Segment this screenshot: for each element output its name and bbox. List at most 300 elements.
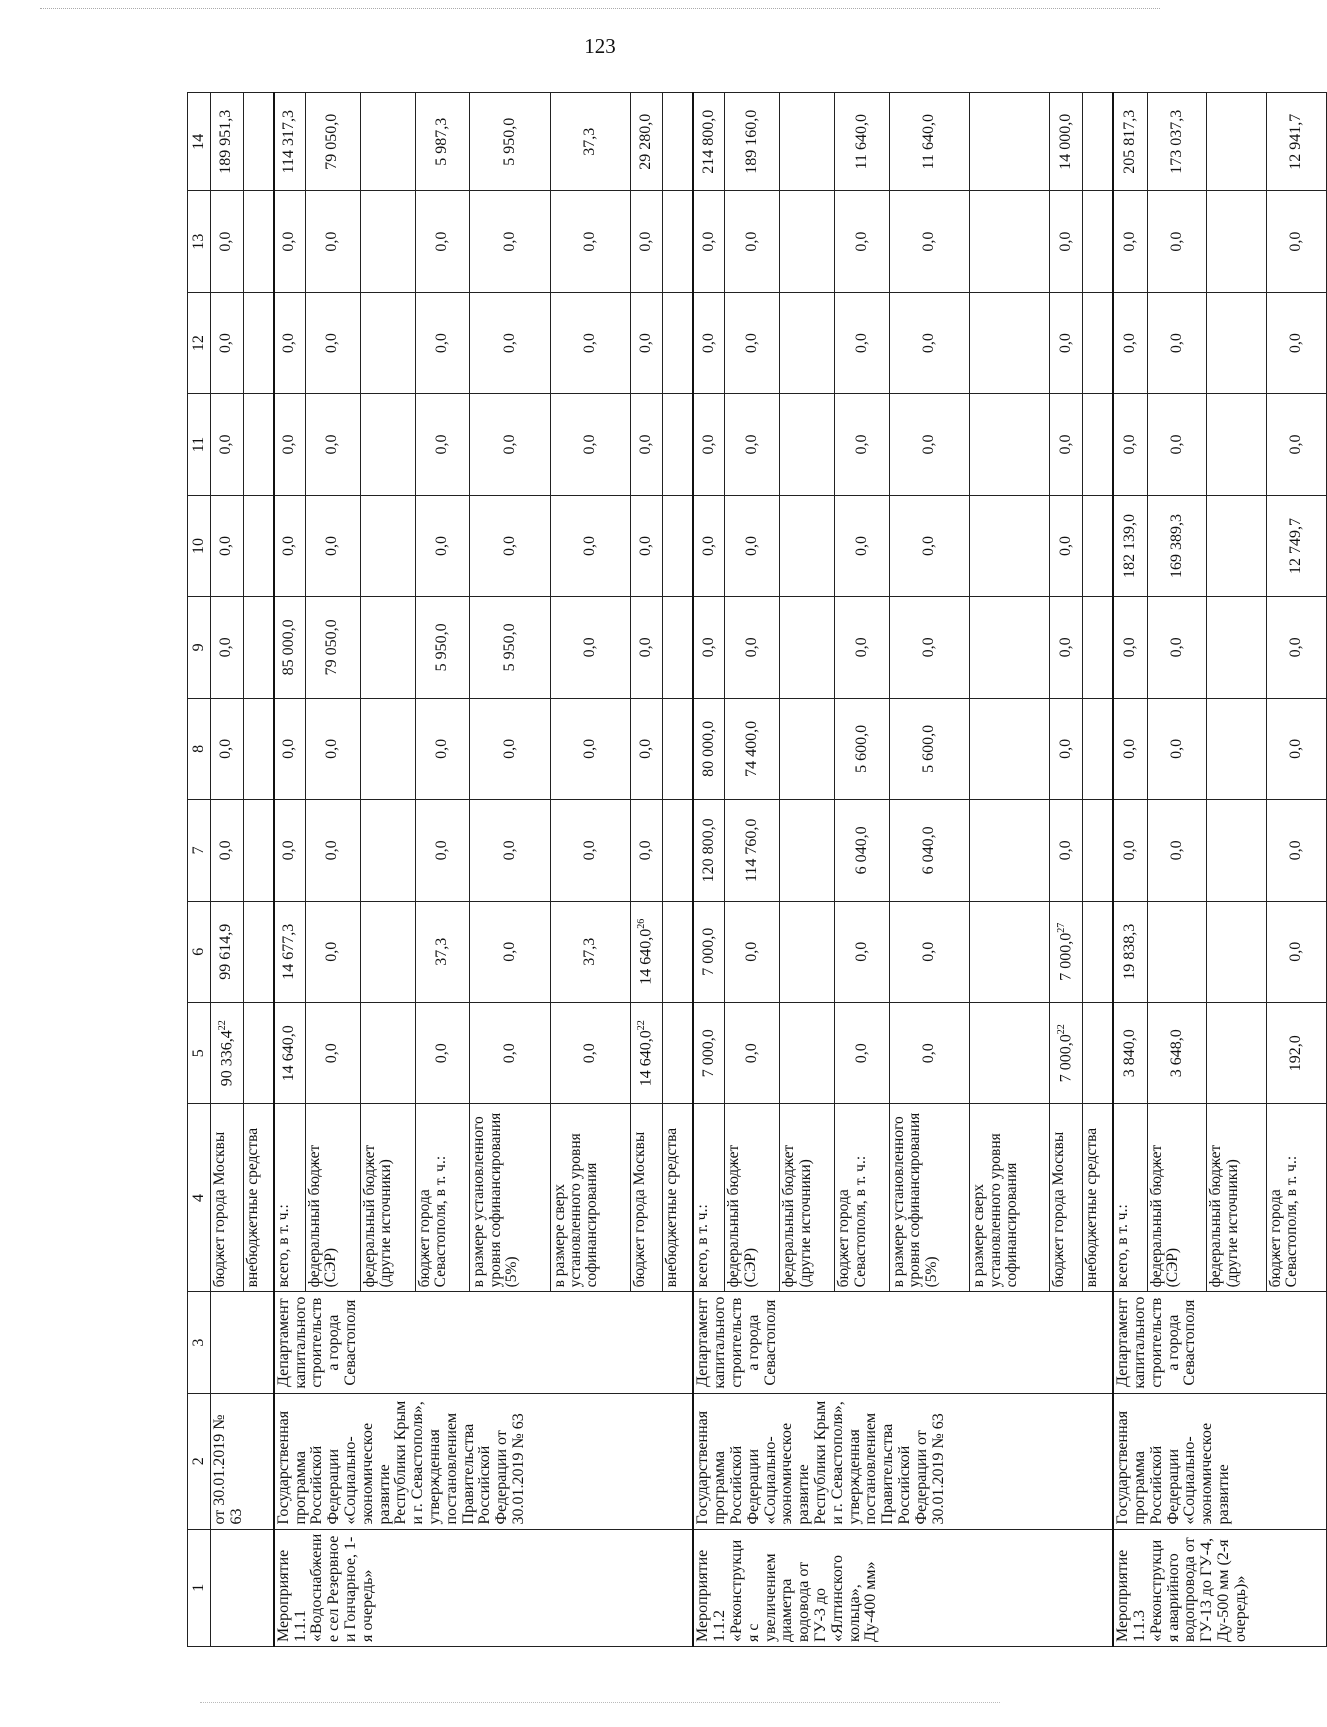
executor-cell-empty: [211, 1292, 274, 1393]
amount-c5: [1083, 1003, 1114, 1104]
amount-value: 0,0: [500, 231, 518, 252]
amount-c12: [305, 292, 360, 393]
amount-c12: [274, 292, 305, 393]
amount-value: 0,0: [742, 535, 760, 556]
amount-c8: [1207, 698, 1267, 799]
amount-c7: [470, 800, 550, 901]
amount-c9: [663, 597, 694, 698]
amount-c13: [663, 191, 694, 292]
amount-c13: [1050, 191, 1083, 292]
amount-c8: [360, 698, 415, 799]
amount-c14: [663, 93, 694, 191]
amount-c6: [890, 901, 970, 1002]
executor-cell: Департамент капитального строительства города Севастополя: [693, 1292, 1113, 1393]
amount-c11: [780, 394, 835, 495]
amount-c6: [630, 901, 663, 1002]
amount-c10: [630, 495, 663, 596]
amount-value: 90 336,4: [218, 1030, 236, 1087]
amount-c14: [470, 93, 550, 191]
amount-value: 11 640,0: [920, 113, 938, 170]
amount-value: 0,0: [852, 333, 870, 354]
amount-value: 7 000,0: [1057, 1034, 1075, 1083]
amount-c9: [835, 597, 890, 698]
amount-c9: [1083, 597, 1114, 698]
amount-value: 0,0: [280, 231, 298, 252]
amount-c8: [725, 698, 780, 799]
amount-value: 14 000,0: [1056, 113, 1074, 170]
amount-c5: [693, 1003, 724, 1104]
amount-value: 0,0: [217, 535, 235, 556]
amount-c13: [693, 191, 724, 292]
column-header-9: 9: [188, 597, 211, 698]
column-header-14: 14: [188, 93, 211, 191]
amount-value: 0,0: [637, 840, 655, 861]
amount-value: 0,0: [1167, 333, 1185, 354]
amount-c9: [274, 597, 305, 698]
amount-c9: [890, 597, 970, 698]
amount-value: 0,0: [1287, 840, 1305, 861]
table-row: [211, 93, 244, 1647]
amount-value: 14 640,0: [280, 1025, 298, 1082]
amount-c11: [274, 394, 305, 495]
amount-c11: [725, 394, 780, 495]
amount-c9: [693, 597, 724, 698]
amount-c11: [1147, 394, 1207, 495]
amount-value: 0,0: [1121, 840, 1139, 861]
footnote-marker: 27: [1056, 922, 1068, 933]
amount-value: 85 000,0: [280, 619, 298, 676]
amount-value: 214 800,0: [699, 109, 717, 174]
amount-value: 0,0: [217, 231, 235, 252]
amount-value: 0,0: [1056, 535, 1074, 556]
amount-value: 0,0: [580, 637, 598, 658]
amount-c10: [970, 495, 1050, 596]
funding-source: федеральный бюджет (СЭР): [725, 1104, 780, 1292]
amount-c10: [663, 495, 694, 596]
amount-value: 80 000,0: [699, 720, 717, 777]
amount-c14: [243, 93, 274, 191]
funding-source: всего, в т. ч.:: [274, 1104, 305, 1292]
amount-c13: [630, 191, 663, 292]
amount-value: 14 640,0: [637, 1030, 655, 1087]
amount-value: 3 840,0: [1121, 1029, 1139, 1078]
amount-c14: [211, 93, 244, 191]
amount-value: 0,0: [920, 637, 938, 658]
amount-c6: [663, 901, 694, 1002]
amount-c10: [1113, 495, 1147, 596]
amount-c6: [693, 901, 724, 1002]
amount-c14: [1083, 93, 1114, 191]
amount-value: 0,0: [1056, 231, 1074, 252]
amount-value: 79 050,0: [323, 113, 341, 170]
amount-c6: [1050, 901, 1083, 1002]
amount-value: 14 677,3: [280, 923, 298, 980]
amount-value: 0,0: [433, 840, 451, 861]
funding-source: федеральный бюджет (другие источники): [780, 1104, 835, 1292]
amount-c12: [415, 292, 470, 393]
amount-value: 0,0: [500, 1043, 518, 1064]
executor-cell: Департамент капитального строительства города Севастополя: [1113, 1292, 1326, 1393]
amount-c5: [1267, 1003, 1327, 1104]
amount-value: 0,0: [280, 840, 298, 861]
amount-value: 0,0: [217, 333, 235, 354]
amount-value: 0,0: [580, 1043, 598, 1064]
footnote-marker: 26: [636, 918, 648, 929]
funding-source: бюджет города Севастополя, в т. ч.:: [1267, 1104, 1327, 1292]
amount-c11: [693, 394, 724, 495]
amount-c13: [243, 191, 274, 292]
amount-value: 0,0: [280, 333, 298, 354]
amount-value: 0,0: [500, 535, 518, 556]
amount-value: 0,0: [580, 333, 598, 354]
funding-source: бюджет города Москвы: [630, 1104, 663, 1292]
amount-value: 5 950,0: [433, 623, 451, 672]
amount-c12: [663, 292, 694, 393]
amount-value: 0,0: [920, 231, 938, 252]
amount-value: 0,0: [920, 1043, 938, 1064]
amount-value: 0,0: [580, 840, 598, 861]
amount-c8: [1083, 698, 1114, 799]
amount-c11: [970, 394, 1050, 495]
amount-value: 0,0: [852, 434, 870, 455]
amount-c9: [360, 597, 415, 698]
rotated-table-wrapper: [187, 92, 1327, 1647]
amount-c8: [1050, 698, 1083, 799]
amount-c6: [360, 901, 415, 1002]
amount-c14: [1113, 93, 1147, 191]
amount-c10: [725, 495, 780, 596]
amount-value: 0,0: [1167, 434, 1185, 455]
amount-c13: [1267, 191, 1327, 292]
amount-c6: [415, 901, 470, 1002]
amount-c10: [1147, 495, 1207, 596]
amount-c6: [1147, 901, 1207, 1002]
funding-source: в размере установленного уровня софинансирования (5%): [470, 1104, 550, 1292]
amount-c6: [1267, 901, 1327, 1002]
amount-c14: [305, 93, 360, 191]
amount-c11: [360, 394, 415, 495]
amount-c7: [1207, 800, 1267, 901]
table-row: [693, 93, 724, 1647]
amount-c10: [835, 495, 890, 596]
amount-c11: [415, 394, 470, 495]
amount-c8: [630, 698, 663, 799]
amount-value: 7 000,0: [699, 927, 717, 976]
measure-name: Мероприятие 1.1.3 «Реконструкция аварийного водопровода от ГУ-13 до ГУ-4, Ду-500 мм (2-я очередь)»: [1113, 1529, 1326, 1646]
amount-value: 182 139,0: [1121, 513, 1139, 578]
amount-c7: [305, 800, 360, 901]
column-header-8: 8: [188, 698, 211, 799]
amount-c6: [835, 901, 890, 1002]
amount-value: 0,0: [500, 333, 518, 354]
amount-c9: [1050, 597, 1083, 698]
amount-c14: [693, 93, 724, 191]
amount-c12: [1113, 292, 1147, 393]
program-cell: от 30.01.2019 № 63: [211, 1393, 274, 1529]
column-header-10: 10: [188, 495, 211, 596]
amount-c13: [725, 191, 780, 292]
amount-c10: [305, 495, 360, 596]
amount-c5: [211, 1003, 244, 1104]
amount-value: 0,0: [852, 231, 870, 252]
amount-value: 0,0: [580, 231, 598, 252]
amount-value: 0,0: [1121, 637, 1139, 658]
amount-value: 0,0: [1287, 333, 1305, 354]
amount-c12: [630, 292, 663, 393]
amount-c10: [274, 495, 305, 596]
amount-value: 0,0: [1167, 637, 1185, 658]
amount-c8: [1147, 698, 1207, 799]
amount-c5: [360, 1003, 415, 1104]
amount-c5: [630, 1003, 663, 1104]
amount-c14: [970, 93, 1050, 191]
amount-c7: [970, 800, 1050, 901]
amount-value: 0,0: [1121, 231, 1139, 252]
funding-source: федеральный бюджет (другие источники): [360, 1104, 415, 1292]
amount-c14: [835, 93, 890, 191]
amount-value: 0,0: [433, 535, 451, 556]
amount-c9: [1267, 597, 1327, 698]
funding-source: федеральный бюджет (СЭР): [305, 1104, 360, 1292]
amount-c7: [663, 800, 694, 901]
amount-c13: [1147, 191, 1207, 292]
amount-value: 205 817,3: [1121, 109, 1139, 174]
amount-c10: [360, 495, 415, 596]
amount-value: 0,0: [699, 637, 717, 658]
amount-c5: [305, 1003, 360, 1104]
amount-c5: [1050, 1003, 1083, 1104]
amount-value: 0,0: [1287, 434, 1305, 455]
amount-value: 5 600,0: [852, 724, 870, 773]
amount-value: 0,0: [500, 434, 518, 455]
amount-value: 0,0: [217, 738, 235, 759]
column-header-5: 5: [188, 1003, 211, 1104]
amount-value: 74 400,0: [742, 720, 760, 777]
column-header-11: 11: [188, 394, 211, 495]
amount-c8: [550, 698, 630, 799]
funding-source: бюджет города Севастополя, в т. ч.:: [415, 1104, 470, 1292]
amount-c5: [1207, 1003, 1267, 1104]
amount-value: 0,0: [500, 738, 518, 759]
amount-c10: [890, 495, 970, 596]
amount-value: 0,0: [1121, 333, 1139, 354]
amount-c5: [663, 1003, 694, 1104]
amount-value: 5 950,0: [500, 623, 518, 672]
amount-c7: [1083, 800, 1114, 901]
amount-c10: [693, 495, 724, 596]
amount-value: 189 951,3: [217, 109, 235, 174]
amount-c7: [274, 800, 305, 901]
amount-c14: [274, 93, 305, 191]
amount-value: 0,0: [323, 535, 341, 556]
amount-c8: [780, 698, 835, 799]
column-header-7: 7: [188, 800, 211, 901]
amount-value: 0,0: [637, 738, 655, 759]
amount-value: 0,0: [217, 637, 235, 658]
amount-c11: [835, 394, 890, 495]
amount-value: 0,0: [433, 333, 451, 354]
amount-c7: [835, 800, 890, 901]
amount-c10: [470, 495, 550, 596]
amount-value: 0,0: [852, 535, 870, 556]
amount-c11: [1267, 394, 1327, 495]
amount-c14: [1207, 93, 1267, 191]
amount-c6: [1083, 901, 1114, 1002]
amount-c7: [415, 800, 470, 901]
funding-source: федеральный бюджет (другие источники): [1207, 1104, 1267, 1292]
amount-c8: [1267, 698, 1327, 799]
amount-c13: [550, 191, 630, 292]
amount-c13: [890, 191, 970, 292]
amount-c9: [725, 597, 780, 698]
amount-c6: [1207, 901, 1267, 1002]
amount-value: 0,0: [323, 941, 341, 962]
amount-value: 0,0: [1056, 840, 1074, 861]
amount-c7: [1267, 800, 1327, 901]
amount-value: 120 800,0: [699, 818, 717, 883]
amount-value: 0,0: [433, 434, 451, 455]
funding-source: федеральный бюджет (СЭР): [1147, 1104, 1207, 1292]
amount-c14: [360, 93, 415, 191]
amount-c8: [274, 698, 305, 799]
amount-value: 0,0: [742, 637, 760, 658]
amount-value: 6 040,0: [852, 826, 870, 875]
amount-c6: [243, 901, 274, 1002]
amount-value: 0,0: [433, 738, 451, 759]
amount-value: 0,0: [1287, 637, 1305, 658]
amount-c14: [630, 93, 663, 191]
amount-c6: [470, 901, 550, 1002]
amount-c8: [663, 698, 694, 799]
amount-value: 11 640,0: [852, 113, 870, 170]
amount-c13: [970, 191, 1050, 292]
amount-c10: [415, 495, 470, 596]
table-row: [274, 93, 305, 1647]
amount-c12: [470, 292, 550, 393]
amount-value: 0,0: [433, 231, 451, 252]
amount-c14: [725, 93, 780, 191]
amount-value: 0,0: [742, 1043, 760, 1064]
amount-value: 0,0: [637, 231, 655, 252]
amount-value: 0,0: [920, 941, 938, 962]
amount-value: 0,0: [280, 535, 298, 556]
amount-value: 0,0: [323, 840, 341, 861]
funding-source: всего, в т. ч.:: [1113, 1104, 1147, 1292]
program-cell: Государственная программа Российской Федерации «Социально-экономическое развитие: [1113, 1393, 1326, 1529]
amount-c6: [780, 901, 835, 1002]
amount-c12: [550, 292, 630, 393]
scan-edge-top: [40, 8, 1160, 11]
amount-value: 0,0: [580, 434, 598, 455]
amount-c9: [1147, 597, 1207, 698]
measure-name: Мероприятие 1.1.1 «Водоснабжение сел Резервное и Гончарное, 1-я очередь»: [274, 1529, 694, 1646]
column-header-3: 3: [188, 1292, 211, 1393]
amount-c11: [211, 394, 244, 495]
funding-source: внебюджетные средства: [243, 1104, 274, 1292]
amount-c7: [243, 800, 274, 901]
amount-c7: [1050, 800, 1083, 901]
amount-c13: [274, 191, 305, 292]
amount-c7: [630, 800, 663, 901]
amount-c8: [835, 698, 890, 799]
amount-c8: [211, 698, 244, 799]
program-cell: Государственная программа Российской Федерации «Социально-экономическое развитие Республики Крым и г. Севастополя», утвержденная постановлением Правительства Российской Федерации от 30.01.2019 № 63: [693, 1393, 1113, 1529]
funding-source: бюджет города Москвы: [1050, 1104, 1083, 1292]
amount-c8: [305, 698, 360, 799]
amount-value: 0,0: [500, 941, 518, 962]
amount-value: 37,3: [580, 937, 598, 966]
amount-value: 0,0: [280, 738, 298, 759]
amount-c10: [780, 495, 835, 596]
amount-value: 0,0: [852, 637, 870, 658]
amount-value: 99 614,9: [217, 923, 235, 980]
amount-c9: [415, 597, 470, 698]
amount-c11: [243, 394, 274, 495]
amount-value: 12 941,7: [1287, 113, 1305, 170]
amount-c9: [243, 597, 274, 698]
column-header-13: 13: [188, 191, 211, 292]
amount-value: 3 648,0: [1167, 1029, 1185, 1078]
amount-value: 0,0: [742, 231, 760, 252]
footnote-marker: 22: [1056, 1024, 1068, 1035]
amount-value: 0,0: [1167, 738, 1185, 759]
amount-c9: [470, 597, 550, 698]
amount-value: 0,0: [1121, 738, 1139, 759]
amount-value: 0,0: [323, 333, 341, 354]
amount-value: 0,0: [217, 434, 235, 455]
amount-c13: [1207, 191, 1267, 292]
amount-c10: [1267, 495, 1327, 596]
amount-value: 192,0: [1287, 1035, 1305, 1072]
amount-value: 0,0: [1056, 637, 1074, 658]
amount-c13: [360, 191, 415, 292]
amount-c7: [693, 800, 724, 901]
funding-source: бюджет города Москвы: [211, 1104, 244, 1292]
amount-value: 19 838,3: [1121, 923, 1139, 980]
amount-value: 0,0: [637, 434, 655, 455]
column-header-4: 4: [188, 1104, 211, 1292]
amount-c8: [470, 698, 550, 799]
amount-c7: [725, 800, 780, 901]
funding-source: внебюджетные средства: [663, 1104, 694, 1292]
amount-value: 5 950,0: [500, 117, 518, 166]
amount-c14: [890, 93, 970, 191]
amount-c7: [780, 800, 835, 901]
amount-c5: [890, 1003, 970, 1104]
executor-cell: Департамент капитального строительства города Севастополя: [274, 1292, 694, 1393]
amount-value: 0,0: [852, 941, 870, 962]
amount-value: 0,0: [1056, 333, 1074, 354]
amount-c9: [780, 597, 835, 698]
amount-c5: [415, 1003, 470, 1104]
amount-value: 37,3: [580, 127, 598, 156]
amount-c7: [1113, 800, 1147, 901]
amount-c12: [360, 292, 415, 393]
page-number: 123: [584, 34, 616, 58]
amount-c13: [1083, 191, 1114, 292]
scan-edge-bottom: [200, 1702, 1000, 1705]
amount-c11: [470, 394, 550, 495]
amount-value: 0,0: [699, 434, 717, 455]
amount-value: 0,0: [1167, 840, 1185, 861]
amount-c12: [835, 292, 890, 393]
amount-value: 7 000,0: [699, 1029, 717, 1078]
amount-value: 0,0: [1121, 434, 1139, 455]
amount-c5: [780, 1003, 835, 1104]
amount-value: 37,3: [433, 937, 451, 966]
amount-c6: [305, 901, 360, 1002]
amount-value: 0,0: [323, 231, 341, 252]
